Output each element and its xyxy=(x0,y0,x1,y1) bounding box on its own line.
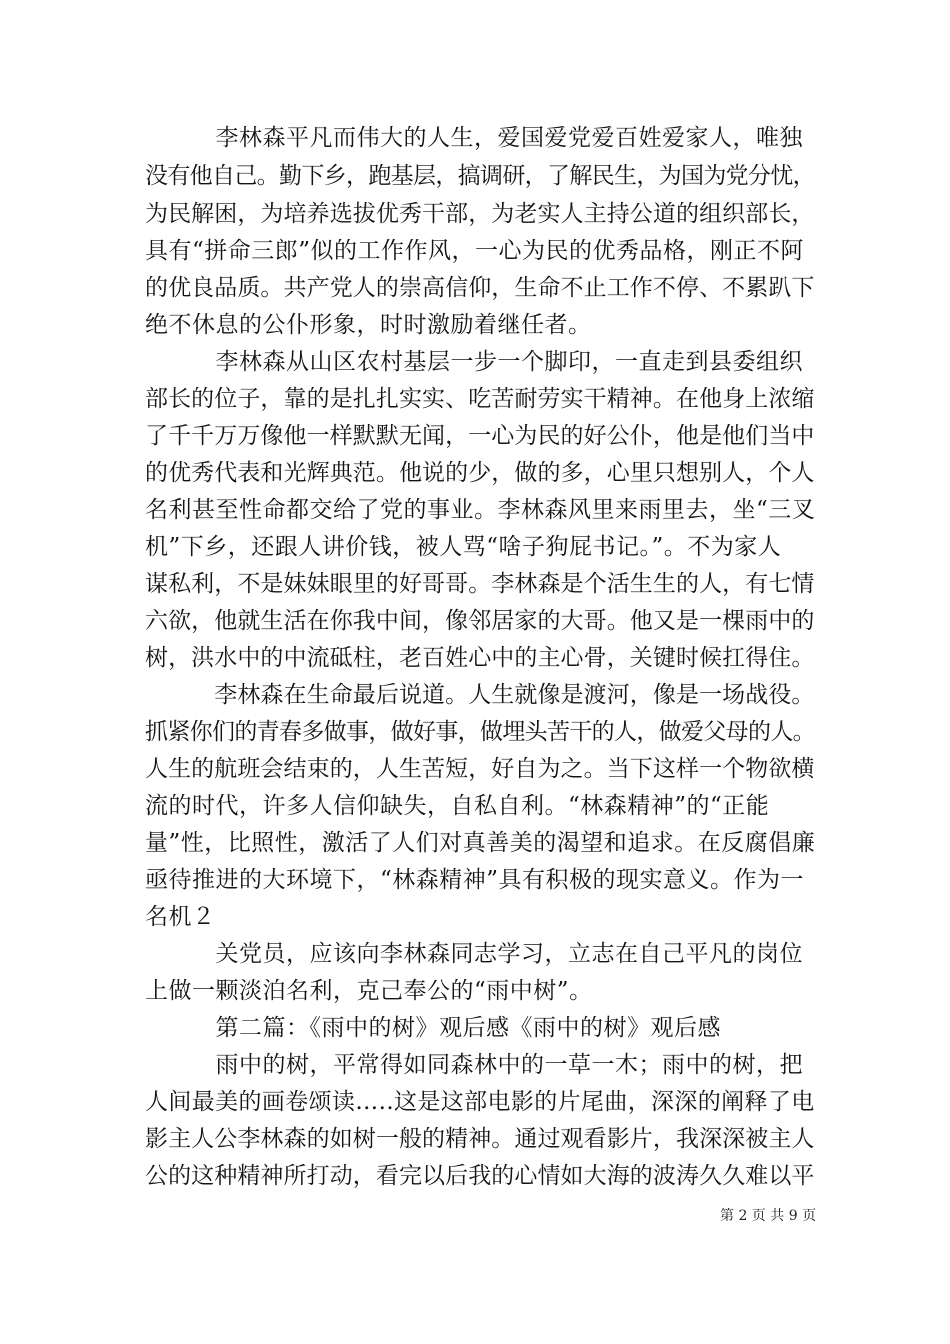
text-line: 的优良品质。共产党人的崇高信仰，生命不止工作不停、不累趴下 xyxy=(145,275,815,301)
text-line: 的优秀代表和光辉典范。他说的少，做的多，心里只想别人，个人 xyxy=(145,460,815,486)
text-line: 部长的位子，靠的是扎扎实实、吃苦耐劳实干精神。在他身上浓缩 xyxy=(145,386,815,412)
text-line: 公的这种精神所打动，看完以后我的心情如大海的波涛久久难以平 xyxy=(145,1163,815,1189)
text-line: 机”下乡，还跟人讲价钱，被人骂“啥子狗屁书记。”。不为家人 xyxy=(145,534,782,560)
text-line: 李林森平凡而伟大的人生，爱国爱党爱百姓爱家人，唯独 xyxy=(145,125,803,151)
text-line: 树，洪水中的中流砥柱，老百姓心中的主心骨，关键时候扛得住。 xyxy=(145,645,815,671)
text-line: 为民解困，为培养选拔优秀干部，为老实人主持公道的组织部长， xyxy=(145,201,815,227)
text-line: 绝不休息的公仆形象，时时激励着继任者。 xyxy=(145,312,592,338)
text-line: 名机２ xyxy=(145,904,216,930)
text-line: 雨中的树，平常得如同森林中的一草一木；雨中的树，把 xyxy=(145,1052,803,1078)
text-line: 名利甚至性命都交给了党的事业。李林森风里来雨里去，坐“三叉 xyxy=(145,497,816,523)
text-line: 李林森在生命最后说道。人生就像是渡河，像是一场战役。 xyxy=(145,682,815,708)
text-line: 了千千万万像他一样默默无闻，一心为民的好公仆，他是他们当中 xyxy=(145,423,815,449)
text-line: 谋私利，不是妹妹眼里的好哥哥。李林森是个活生生的人，有七情 xyxy=(145,571,815,597)
page-number-footer: 第 2 页 共 9 页 xyxy=(720,1208,817,1224)
text-line: 抓紧你们的青春多做事，做好事，做埋头苦干的人，做爱父母的人。 xyxy=(145,719,816,745)
text-line: 六欲，他就生活在你我中间，像邻居家的大哥。他又是一棵雨中的 xyxy=(145,608,815,634)
text-line: 李林森从山区农村基层一步一个脚印，一直走到县委组织 xyxy=(145,349,803,375)
text-line: 具有“拼命三郎”似的工作作风，一心为民的优秀品格，刚正不阿 xyxy=(145,238,805,264)
text-line: 量”性，比照性，激活了人们对真善美的渴望和追求。在反腐倡廉 xyxy=(145,830,816,856)
text-line: 流的时代，许多人信仰缺失，自私自利。“林森精神”的“正能 xyxy=(145,793,770,819)
text-line: 人间最美的画卷颂读…..这是这部电影的片尾曲，深深的阐释了电 xyxy=(145,1089,815,1115)
text-line: 关党员，应该向李林森同志学习，立志在自己平凡的岗位 xyxy=(145,941,803,967)
text-line: 影主人公李林森的如树一般的精神。通过观看影片，我深深被主人 xyxy=(145,1126,815,1152)
section-heading: 第二篇：《雨中的树》观后感《雨中的树》观后感 xyxy=(145,1015,721,1041)
text-line: 人生的航班会结束的，人生苦短，好自为之。当下这样一个物欲横 xyxy=(145,756,815,782)
text-line: 亟待推进的大环境下，“林森精神”具有积极的现实意义。作为一 xyxy=(145,867,805,893)
text-line: 上做一颗淡泊名利，克己奉公的“雨中树”。 xyxy=(145,978,593,1004)
text-line: 没有他自己。勤下乡，跑基层，搞调研，了解民生，为国为党分忧， xyxy=(145,163,816,189)
